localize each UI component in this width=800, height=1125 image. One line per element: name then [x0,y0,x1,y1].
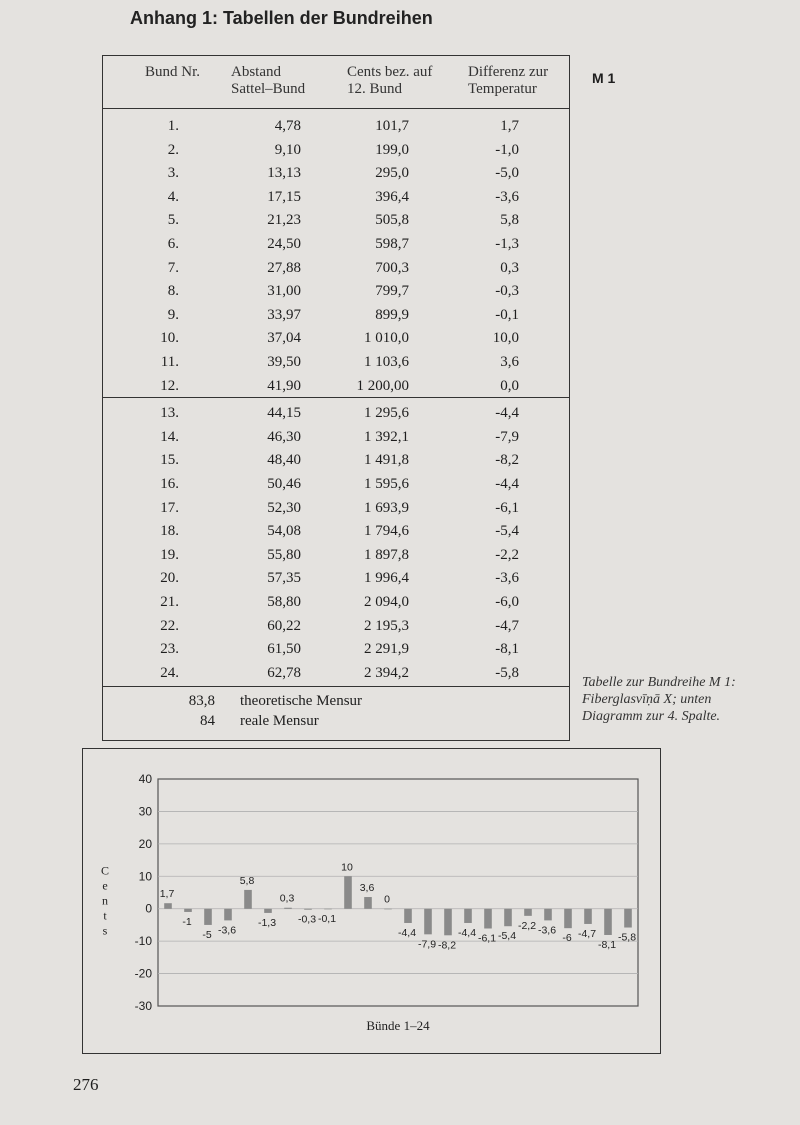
plot-area [158,779,638,1006]
bund-nr-cell: 16. [160,476,179,492]
abstand-cell: 50,46 [267,476,301,492]
theoretical-scale-value: 83,8 [188,693,215,709]
header-bund-nr: Bund Nr. [145,64,201,80]
bar [364,897,372,909]
bund-nr-cell: 23. [160,641,179,658]
data-label: -7,9 [417,938,437,951]
table-row [103,189,569,213]
table-row [103,330,569,354]
table-row [103,618,569,642]
abstand-cell: 24,50 [267,236,301,252]
differenz-cell: -4,4 [495,476,519,492]
cents-cell: 799,7 [375,283,409,300]
differenz-cell: -8,1 [495,641,519,658]
bund-nr-cell: 21. [160,594,179,610]
bund-nr-cell: 22. [160,617,179,634]
table-row [103,641,569,665]
bar [504,909,512,927]
data-label: -4,4 [397,926,417,939]
abstand-cell: 37,04 [267,330,301,347]
bund-nr-cell: 8. [167,283,179,300]
data-label: -3,6 [537,924,557,937]
bar [224,909,232,921]
bar [584,909,592,924]
y-tick-label: -30 [134,999,152,1013]
differenz-cell: -6,1 [495,499,519,516]
bund-nr-cell: 1. [167,118,179,134]
bar [384,909,392,910]
y-axis-label-letter: n [102,893,108,908]
cents-cell: 101,7 [375,118,409,134]
y-tick-label: -10 [134,934,152,949]
real-scale-value: 84 [200,713,215,729]
bund-nr-cell: 15. [160,452,179,469]
cents-cell: 1 996,4 [364,570,409,587]
data-label: -1,3 [257,916,277,929]
abstand-cell: 17,15 [267,188,301,205]
data-label: -4,4 [457,926,477,939]
data-label: 5,8 [239,874,255,887]
differenz-cell: -0,3 [495,283,519,300]
y-tick-label: 30 [138,804,152,819]
cents-cell: 899,9 [375,306,409,323]
table-row [103,594,569,618]
abstand-cell: 62,78 [267,664,301,681]
cents-cell: 396,4 [375,188,409,205]
bund-nr-cell: 24. [160,664,179,681]
deviation-chart [82,748,661,1054]
header-differenz: Differenz zur Temperatur [468,64,549,97]
abstand-cell: 52,30 [267,499,301,516]
bund-nr-cell: 14. [160,428,179,445]
table-row [103,665,569,689]
abstand-cell: 48,40 [267,452,301,469]
differenz-cell: -6,0 [495,594,519,610]
differenz-cell: 1,7 [500,118,519,134]
abstand-cell: 61,50 [267,641,301,658]
differenz-cell: -2,2 [495,546,519,563]
bar [244,890,252,909]
bund-nr-cell: 7. [167,259,179,276]
table-caption: Tabelle zur Bundreihe M 1: Fiberglasvīṇā X; unten Diagramm zur 4. Spalte. [582,675,736,724]
y-tick-label: 10 [138,869,152,884]
cents-cell: 1 103,6 [364,354,409,370]
cents-cell: 1 010,0 [364,330,409,347]
cents-cell: 1 693,9 [364,499,409,516]
data-label: -8,1 [597,938,617,951]
fret-table [102,55,570,741]
abstand-cell: 27,88 [267,259,301,276]
table-row [103,523,569,547]
header-divider [103,108,569,109]
table-row [103,307,569,331]
table-row [103,452,569,476]
abstand-cell: 44,15 [267,405,301,422]
bar [184,909,192,912]
differenz-cell: 0,0 [500,377,519,394]
differenz-cell: -7,9 [495,428,519,445]
cents-cell: 2 291,9 [364,641,409,658]
data-label: -0,1 [317,913,337,926]
abstand-cell: 4,78 [274,118,301,134]
table-row [103,212,569,236]
cents-cell: 1 392,1 [364,428,409,445]
cents-cell: 1 491,8 [364,452,409,469]
differenz-cell: -0,1 [495,306,519,323]
series-label: M 1 [592,70,616,86]
bund-nr-cell: 2. [167,141,179,158]
differenz-cell: 5,8 [500,212,519,229]
differenz-cell: 10,0 [492,330,519,347]
bar [284,908,292,909]
abstand-cell: 31,00 [267,283,301,300]
bund-nr-cell: 6. [167,236,179,252]
data-label: -5 [202,928,212,941]
data-label: -4,7 [577,927,597,940]
bar [624,909,632,928]
bund-nr-cell: 11. [160,354,179,370]
y-axis-label-letter: C [100,863,110,878]
y-tick-label: 40 [138,772,152,786]
cents-cell: 2 195,3 [364,617,409,634]
y-tick-label: -20 [134,966,152,981]
data-label: -3,6 [217,924,237,937]
data-label: 3,6 [359,882,375,895]
chart-svg [83,749,659,1052]
table-row [103,260,569,284]
table-row [103,118,569,142]
abstand-cell: 60,22 [267,617,301,634]
bar [424,909,432,935]
data-label: 0,3 [279,892,295,905]
differenz-cell: -1,0 [495,141,519,158]
data-label: 10 [341,861,353,874]
bar [204,909,212,925]
bund-nr-cell: 17. [160,499,179,516]
data-label: 1,7 [159,888,175,901]
bund-nr-cell: 5. [167,212,179,229]
bund-nr-cell: 3. [167,165,179,182]
bar [544,909,552,921]
abstand-cell: 58,80 [267,594,301,610]
data-label: -6,1 [477,932,497,945]
data-label: -0,3 [297,913,317,926]
y-tick-label: 20 [138,836,152,851]
page-number: 276 [73,1075,99,1094]
abstand-cell: 9,10 [274,141,301,158]
differenz-cell: -5,4 [495,523,519,540]
abstand-cell: 41,90 [267,377,301,394]
table-row [103,165,569,189]
bar [264,909,272,913]
bar [444,909,452,936]
bund-nr-cell: 20. [160,570,179,587]
bar [564,909,572,928]
bar [484,909,492,929]
bund-nr-cell: 13. [160,405,179,422]
y-axis-label-letter: t [103,908,107,923]
differenz-cell: -1,3 [495,236,519,252]
table-row [103,354,569,378]
table-row [103,547,569,571]
page-title: Anhang 1: Tabellen der Bundreihen [130,8,433,28]
abstand-cell: 46,30 [267,428,301,445]
bund-nr-cell: 9. [167,306,179,323]
bar [524,909,532,916]
differenz-cell: -4,4 [495,405,519,422]
theoretical-scale-label: theoretische Mensur [240,693,363,709]
table-row [103,500,569,524]
data-label: -8,2 [437,939,457,952]
data-label: -1 [182,915,192,928]
cents-cell: 2 094,0 [364,594,409,610]
header-abstand: Abstand Sattel–Bund [231,64,306,97]
real-scale-label: reale Mensur [240,713,319,729]
y-tick-label: 0 [145,901,152,916]
cents-cell: 199,0 [375,141,409,158]
abstand-cell: 13,13 [267,165,301,182]
footer-divider [103,686,569,687]
cents-cell: 1 295,6 [364,405,409,422]
cents-cell: 1 200,00 [356,377,409,394]
bund-nr-cell: 12. [160,377,179,394]
differenz-cell: -3,6 [495,188,519,205]
cents-cell: 598,7 [375,236,409,252]
cents-cell: 505,8 [375,212,409,229]
differenz-cell: -8,2 [495,452,519,469]
cents-cell: 295,0 [375,165,409,182]
data-label: -6 [562,932,572,945]
table-row [103,570,569,594]
y-axis-label-letter: e [102,878,108,893]
differenz-cell: 3,6 [500,354,519,370]
header-cents: Cents bez. auf 12. Bund [347,64,433,97]
abstand-cell: 39,50 [267,354,301,370]
differenz-cell: -5,0 [495,165,519,182]
bar [604,909,612,935]
cents-cell: 1 595,6 [364,476,409,492]
abstand-cell: 55,80 [267,546,301,563]
table-row [103,142,569,166]
differenz-cell: -5,8 [495,664,519,681]
cents-cell: 1 897,8 [364,546,409,563]
abstand-cell: 33,97 [267,306,301,323]
bund-nr-cell: 18. [160,523,179,540]
differenz-cell: -3,6 [495,570,519,587]
bar [164,903,172,909]
bar [344,876,352,908]
cents-cell: 700,3 [375,259,409,276]
table-row [103,236,569,260]
bund-nr-cell: 19. [160,546,179,563]
bar [464,909,472,923]
abstand-cell: 57,35 [267,570,301,587]
table-row [103,429,569,453]
cents-cell: 1 794,6 [364,523,409,540]
bund-nr-cell: 4. [167,188,179,205]
differenz-cell: 0,3 [500,259,519,276]
bar [304,909,312,910]
y-axis-label-letter: s [102,923,108,938]
bar [404,909,412,923]
bar [324,909,332,910]
cents-cell: 2 394,2 [364,664,409,681]
bund-nr-cell: 10. [160,330,179,347]
data-label: -5,4 [497,930,517,943]
table-row [103,405,569,429]
data-label: -2,2 [517,919,537,932]
abstand-cell: 54,08 [267,523,301,540]
x-axis-label: Bünde 1–24 [366,1018,430,1033]
table-row [103,476,569,500]
differenz-cell: -4,7 [495,617,519,634]
table-row [103,283,569,307]
data-label: 0 [384,893,390,906]
data-label: -5,8 [617,931,637,944]
abstand-cell: 21,23 [267,212,301,229]
octave-divider [103,397,569,398]
